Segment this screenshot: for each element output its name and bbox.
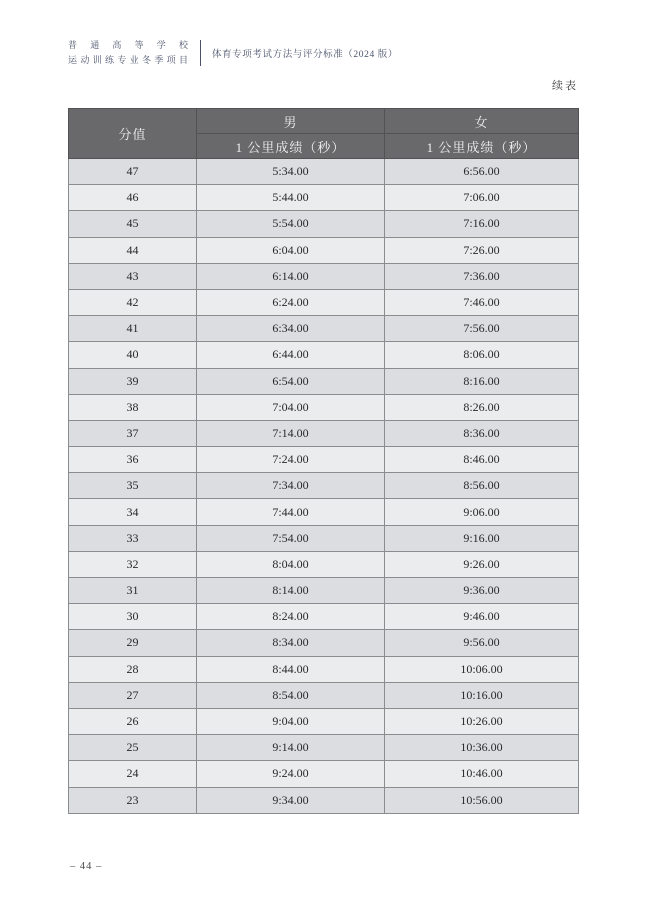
cell-female-time: 7:26.00 — [385, 237, 579, 263]
cell-male-time: 7:44.00 — [197, 499, 385, 525]
table-row — [69, 682, 579, 708]
cell-male-time: 7:54.00 — [197, 525, 385, 551]
table-row — [69, 735, 579, 761]
column-subheader-female: 1 公里成绩（秒） — [385, 134, 579, 159]
cell-score: 30 — [69, 604, 197, 630]
cell-male-time: 8:04.00 — [197, 551, 385, 577]
school-name-block — [68, 38, 188, 68]
cell-score: 36 — [69, 447, 197, 473]
continued-table-label: 续表 — [552, 80, 578, 92]
table-row — [69, 316, 579, 342]
cell-male-time: 9:04.00 — [197, 708, 385, 734]
cell-male-time: 9:24.00 — [197, 761, 385, 787]
cell-male-time: 5:34.00 — [197, 159, 385, 185]
cell-male-time: 7:14.00 — [197, 420, 385, 446]
table-row — [69, 211, 579, 237]
column-header-male: 男 — [197, 109, 385, 134]
cell-male-time: 7:24.00 — [197, 447, 385, 473]
cell-female-time: 7:16.00 — [385, 211, 579, 237]
cell-female-time: 10:46.00 — [385, 761, 579, 787]
cell-male-time: 8:44.00 — [197, 656, 385, 682]
score-table-body — [69, 159, 579, 814]
cell-female-time: 9:36.00 — [385, 578, 579, 604]
cell-score: 39 — [69, 368, 197, 394]
table-row — [69, 342, 579, 368]
school-name-line1: 普通高等学校 — [68, 40, 188, 50]
cell-score: 31 — [69, 578, 197, 604]
doc-header — [68, 38, 398, 68]
school-name-line2: 运动训练专业冬季项目 — [68, 55, 188, 65]
cell-female-time: 9:06.00 — [385, 499, 579, 525]
cell-female-time: 8:46.00 — [385, 447, 579, 473]
cell-score: 45 — [69, 211, 197, 237]
cell-score: 34 — [69, 499, 197, 525]
cell-male-time: 9:34.00 — [197, 787, 385, 813]
header-divider — [200, 40, 201, 66]
cell-score: 41 — [69, 316, 197, 342]
table-row — [69, 394, 579, 420]
cell-male-time: 6:54.00 — [197, 368, 385, 394]
cell-female-time: 7:56.00 — [385, 316, 579, 342]
cell-score: 29 — [69, 630, 197, 656]
table-row — [69, 420, 579, 446]
cell-score: 42 — [69, 289, 197, 315]
cell-score: 23 — [69, 787, 197, 813]
column-header-score: 分值 — [69, 109, 197, 159]
cell-female-time: 7:46.00 — [385, 289, 579, 315]
cell-male-time: 6:44.00 — [197, 342, 385, 368]
cell-score: 25 — [69, 735, 197, 761]
score-table-header — [69, 109, 579, 159]
table-row — [69, 604, 579, 630]
table-row — [69, 263, 579, 289]
cell-male-time: 5:44.00 — [197, 185, 385, 211]
cell-male-time: 6:24.00 — [197, 289, 385, 315]
cell-female-time: 8:56.00 — [385, 473, 579, 499]
table-row — [69, 159, 579, 185]
cell-male-time: 7:34.00 — [197, 473, 385, 499]
cell-female-time: 10:16.00 — [385, 682, 579, 708]
cell-female-time: 9:16.00 — [385, 525, 579, 551]
cell-score: 32 — [69, 551, 197, 577]
cell-male-time: 7:04.00 — [197, 394, 385, 420]
cell-female-time: 10:36.00 — [385, 735, 579, 761]
cell-female-time: 6:56.00 — [385, 159, 579, 185]
table-row — [69, 499, 579, 525]
cell-male-time: 5:54.00 — [197, 211, 385, 237]
cell-score: 46 — [69, 185, 197, 211]
table-row — [69, 630, 579, 656]
table-row — [69, 578, 579, 604]
table-row — [69, 289, 579, 315]
table-row — [69, 525, 579, 551]
cell-male-time: 8:14.00 — [197, 578, 385, 604]
cell-female-time: 7:36.00 — [385, 263, 579, 289]
cell-male-time: 6:34.00 — [197, 316, 385, 342]
cell-female-time: 8:06.00 — [385, 342, 579, 368]
cell-female-time: 9:26.00 — [385, 551, 579, 577]
table-row — [69, 708, 579, 734]
column-subheader-male: 1 公里成绩（秒） — [197, 134, 385, 159]
cell-male-time: 6:14.00 — [197, 263, 385, 289]
cell-female-time: 10:26.00 — [385, 708, 579, 734]
cell-male-time: 9:14.00 — [197, 735, 385, 761]
score-table — [68, 108, 579, 814]
cell-female-time: 8:36.00 — [385, 420, 579, 446]
cell-score: 27 — [69, 682, 197, 708]
cell-female-time: 10:56.00 — [385, 787, 579, 813]
cell-female-time: 8:26.00 — [385, 394, 579, 420]
cell-male-time: 8:54.00 — [197, 682, 385, 708]
cell-score: 43 — [69, 263, 197, 289]
table-row — [69, 761, 579, 787]
cell-score: 44 — [69, 237, 197, 263]
cell-female-time: 9:56.00 — [385, 630, 579, 656]
page-number: – 44 – — [70, 861, 103, 872]
table-row — [69, 787, 579, 813]
table-row — [69, 185, 579, 211]
cell-male-time: 8:24.00 — [197, 604, 385, 630]
table-row — [69, 656, 579, 682]
table-row — [69, 473, 579, 499]
cell-female-time: 10:06.00 — [385, 656, 579, 682]
cell-female-time: 8:16.00 — [385, 368, 579, 394]
table-row — [69, 368, 579, 394]
cell-score: 24 — [69, 761, 197, 787]
cell-female-time: 9:46.00 — [385, 604, 579, 630]
column-header-female: 女 — [385, 109, 579, 134]
table-row — [69, 237, 579, 263]
cell-score: 38 — [69, 394, 197, 420]
cell-score: 40 — [69, 342, 197, 368]
cell-score: 35 — [69, 473, 197, 499]
cell-score: 47 — [69, 159, 197, 185]
cell-male-time: 8:34.00 — [197, 630, 385, 656]
cell-score: 33 — [69, 525, 197, 551]
cell-male-time: 6:04.00 — [197, 237, 385, 263]
cell-score: 28 — [69, 656, 197, 682]
cell-score: 37 — [69, 420, 197, 446]
cell-score: 26 — [69, 708, 197, 734]
table-row — [69, 551, 579, 577]
doc-title: 体育专项考试方法与评分标准（2024 版） — [212, 50, 398, 60]
cell-female-time: 7:06.00 — [385, 185, 579, 211]
table-row — [69, 447, 579, 473]
